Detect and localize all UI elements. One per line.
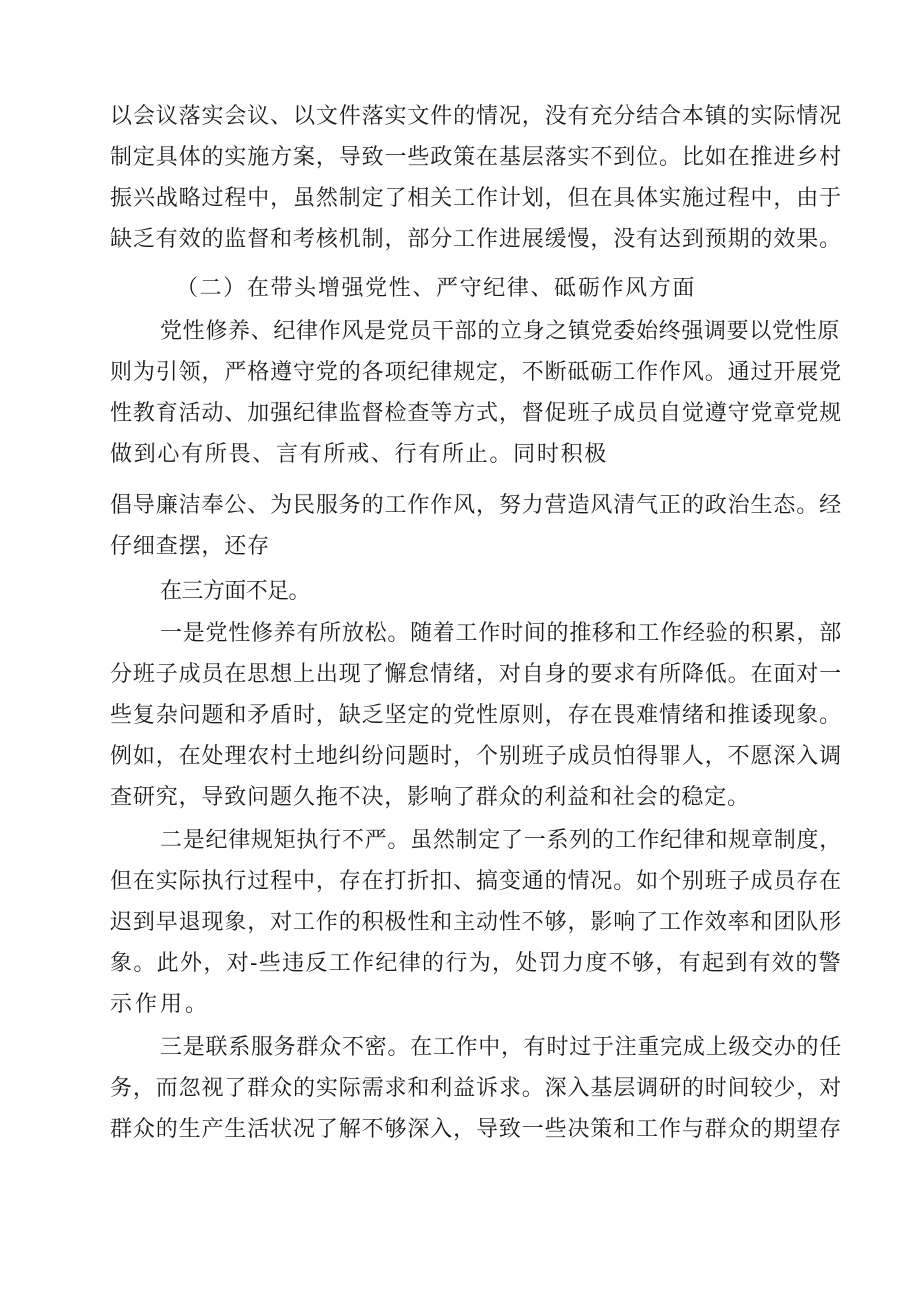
body-text: 群众的生产生活状况了解不够深入，导致一些决策和工作与群众的期望存 bbox=[110, 1117, 843, 1142]
body-line bbox=[0, 98, 920, 136]
body-text: 三是联系服务群众不密。在工作中，有时过于注重完成上级交办的任 bbox=[160, 1035, 842, 1060]
body-line bbox=[0, 986, 920, 1024]
body-line bbox=[0, 436, 920, 474]
body-line bbox=[0, 1111, 920, 1149]
body-line bbox=[0, 528, 920, 566]
body-text: 性教育活动、加强纪律监督检查等方式，督促班子成员自觉遵守党章党规 bbox=[110, 401, 843, 426]
body-text: 在三方面不足。 bbox=[160, 579, 310, 604]
section-heading: （二）在带头增强党性、严守纪律、砥砺作风方面 bbox=[176, 276, 696, 301]
body-text: 倡导廉洁奉公、为民服务的工作作风，努力营造风清气正的政治生态。经 bbox=[110, 493, 843, 518]
body-text: 缺乏有效的监督和考核机制，部分工作进展缓慢，没有达到预期的效果。 bbox=[110, 227, 843, 252]
body-text: 二是纪律规矩执行不严。虽然制定了一系列的工作纪律和规章制度， bbox=[160, 828, 842, 853]
body-line bbox=[0, 221, 920, 259]
body-line bbox=[0, 487, 920, 525]
body-text: 振兴战略过程中，虽然制定了相关工作计划，但在具体实施过程中，由于 bbox=[110, 186, 843, 211]
body-text: 示作用。 bbox=[110, 992, 210, 1017]
body-text: 例如，在处理农村土地纠纷问题时，个别班子成员怕得罪人，不愿深入调 bbox=[110, 744, 843, 769]
body-line bbox=[0, 354, 920, 392]
body-text: 一是党性修养有所放松。随着工作时间的推移和工作经验的积累，部 bbox=[160, 621, 842, 646]
body-line bbox=[0, 1070, 920, 1108]
body-line bbox=[0, 656, 920, 694]
body-line bbox=[0, 573, 920, 611]
body-line bbox=[0, 1029, 920, 1067]
body-text: 做到心有所畏、言有所戒、行有所止。同时积极 bbox=[110, 442, 608, 467]
body-text: 查研究，导致问题久拖不决，影响了群众的利益和社会的稳定。 bbox=[110, 785, 750, 810]
body-text: 些复杂问题和矛盾时，缺乏坚定的党性原则，存在畏难情绪和推诿现象。 bbox=[110, 703, 843, 728]
body-line bbox=[0, 615, 920, 653]
body-line bbox=[0, 863, 920, 901]
body-line bbox=[0, 313, 920, 351]
body-text: 务，而忽视了群众的实际需求和利益诉求。深入基层调研的时间较少，对 bbox=[110, 1076, 843, 1101]
body-text: 迟到早退现象，对工作的积极性和主动性不够，影响了工作效率和团队形 bbox=[110, 910, 843, 935]
body-text: 以会议落实会议、以文件落实文件的情况，没有充分结合本镇的实际情况 bbox=[110, 104, 843, 129]
body-line bbox=[0, 945, 920, 983]
body-line bbox=[0, 904, 920, 942]
body-line bbox=[0, 139, 920, 177]
body-line bbox=[0, 395, 920, 433]
body-text: 仔细查摆，还存 bbox=[110, 534, 270, 559]
body-text: 则为引领，严格遵守党的各项纪律规定，不断砥砺工作作风。通过开展党 bbox=[110, 360, 843, 385]
body-text: 制定具体的实施方案，导致一些政策在基层落实不到位。比如在推进乡村 bbox=[110, 145, 843, 170]
body-text: 党性修养、纪律作风是党员干部的立身之镇党委始终强调要以党性原 bbox=[160, 319, 840, 344]
body-line bbox=[0, 180, 920, 218]
section-heading-line bbox=[0, 270, 920, 308]
body-line bbox=[0, 697, 920, 735]
body-text: 但在实际执行过程中，存在打折扣、搞变通的情况。如个别班子成员存在 bbox=[110, 869, 843, 894]
body-line bbox=[0, 822, 920, 860]
body-line bbox=[0, 779, 920, 817]
body-line bbox=[0, 738, 920, 776]
body-text: 分班子成员在思想上出现了懈怠情绪，对自身的要求有所降低。在面对一 bbox=[110, 662, 843, 687]
body-text: 象。此外，对-些违反工作纪律的行为，处罚力度不够，有起到有效的警 bbox=[110, 951, 842, 976]
